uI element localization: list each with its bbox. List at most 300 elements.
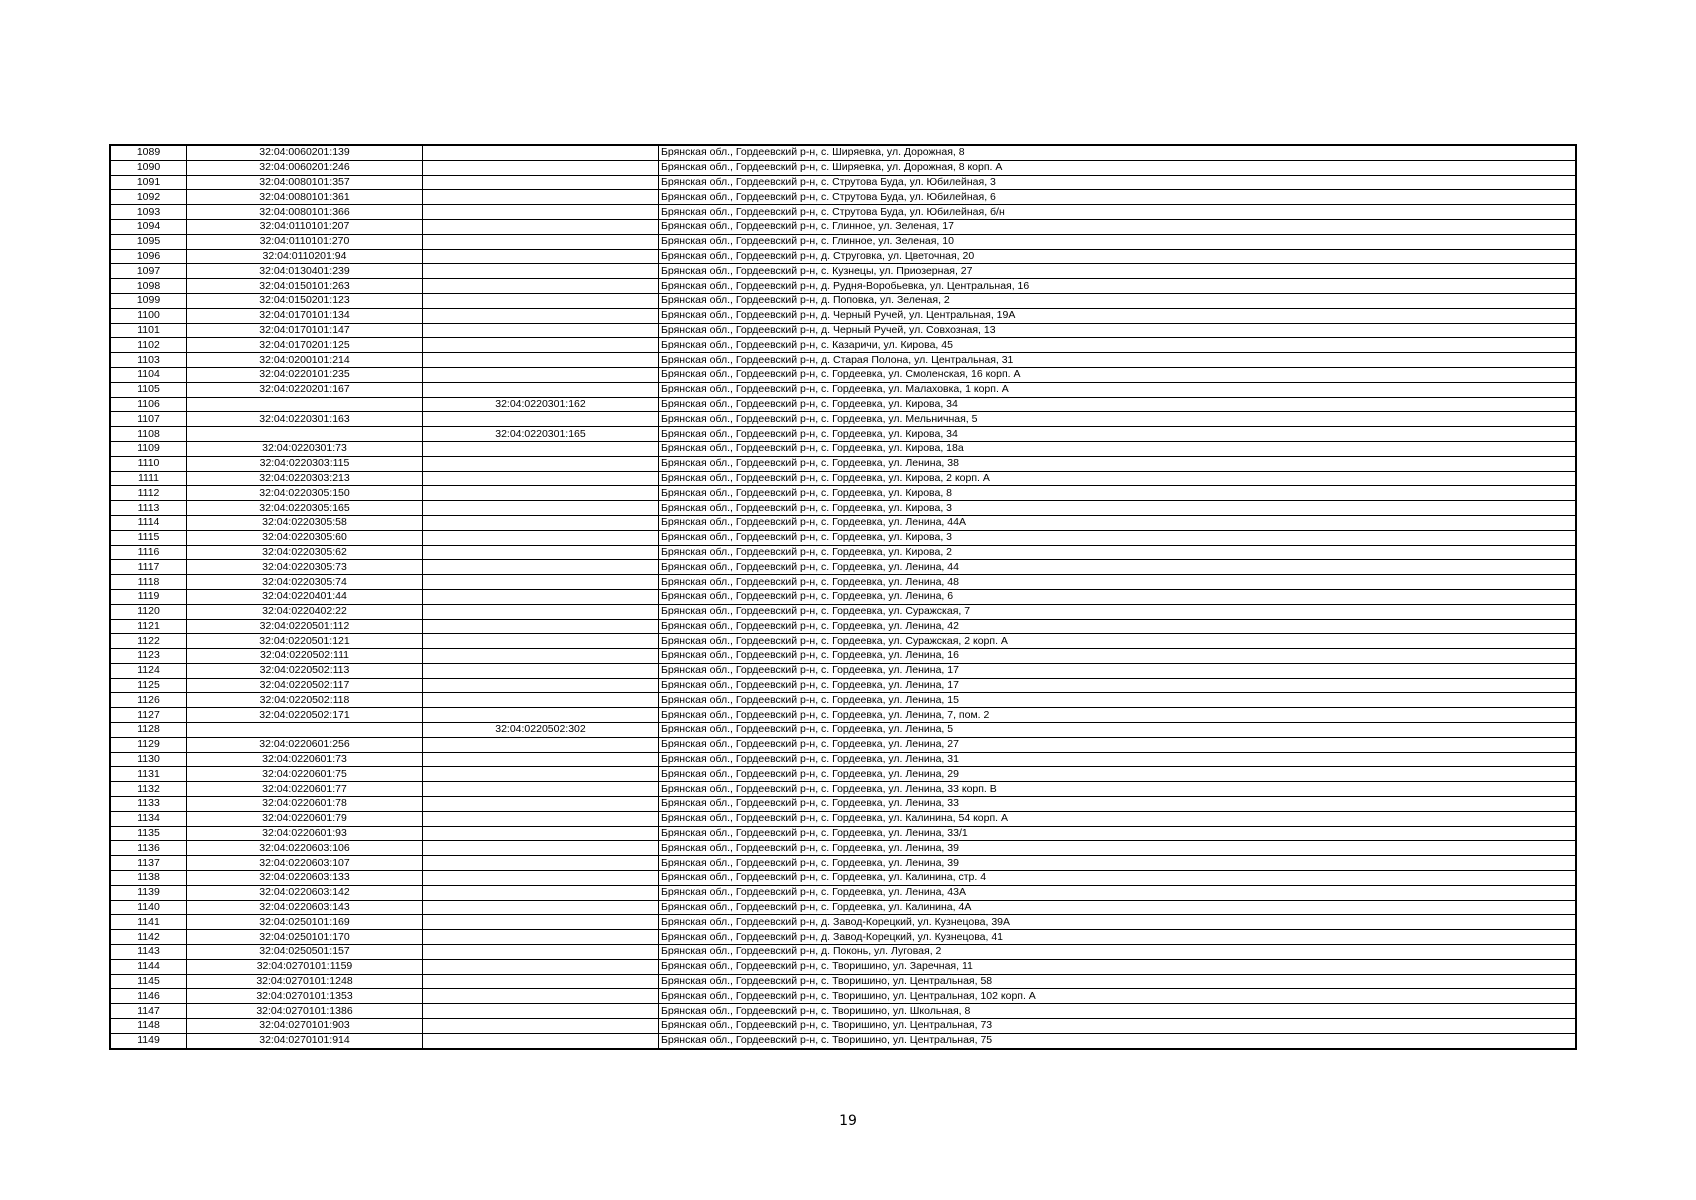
- row-number-cell: 1094: [110, 219, 187, 234]
- address-cell: Брянская обл., Гордеевский р-н, с. Гордеевка, ул. Кирова, 34: [659, 427, 1577, 442]
- cadastral-number-cell: 32:04:0110101:270: [187, 234, 423, 249]
- table-row: [110, 353, 1576, 368]
- table-row: [110, 841, 1576, 856]
- table-row: [110, 264, 1576, 279]
- secondary-cadastral-number-cell: [423, 471, 659, 486]
- row-number-cell: 1121: [110, 619, 187, 634]
- address-cell: Брянская обл., Гордеевский р-н, с. Гордеевка, ул. Ленина, 17: [659, 678, 1577, 693]
- row-number-cell: 1101: [110, 323, 187, 338]
- row-number-cell: 1125: [110, 678, 187, 693]
- row-number-cell: 1142: [110, 930, 187, 945]
- table-row: [110, 649, 1576, 664]
- address-cell: Брянская обл., Гордеевский р-н, д. Черный Ручей, ул. Центральная, 19А: [659, 308, 1577, 323]
- cadastral-number-cell: 32:04:0270101:903: [187, 1019, 423, 1034]
- address-cell: Брянская обл., Гордеевский р-н, с. Гордеевка, ул. Малаховка, 1 корп. А: [659, 382, 1577, 397]
- address-cell: Брянская обл., Гордеевский р-н, с. Гордеевка, ул. Кирова, 8: [659, 486, 1577, 501]
- secondary-cadastral-number-cell: [423, 634, 659, 649]
- table-row: [110, 619, 1576, 634]
- row-number-cell: 1090: [110, 160, 187, 175]
- row-number-cell: 1130: [110, 752, 187, 767]
- secondary-cadastral-number-cell: [423, 945, 659, 960]
- address-cell: Брянская обл., Гордеевский р-н, с. Творишино, ул. Центральная, 58: [659, 974, 1577, 989]
- row-number-cell: 1096: [110, 249, 187, 264]
- secondary-cadastral-number-cell: [423, 575, 659, 590]
- secondary-cadastral-number-cell: [423, 589, 659, 604]
- address-cell: Брянская обл., Гордеевский р-н, с. Гордеевка, ул. Ленина, 44А: [659, 515, 1577, 530]
- secondary-cadastral-number-cell: [423, 663, 659, 678]
- secondary-cadastral-number-cell: [423, 219, 659, 234]
- secondary-cadastral-number-cell: [423, 382, 659, 397]
- table-row: [110, 427, 1576, 442]
- row-number-cell: 1116: [110, 545, 187, 560]
- secondary-cadastral-number-cell: [423, 826, 659, 841]
- table-row: [110, 604, 1576, 619]
- table-row: [110, 279, 1576, 294]
- row-number-cell: 1089: [110, 145, 187, 160]
- row-number-cell: 1120: [110, 604, 187, 619]
- cadastral-number-cell: 32:04:0220305:58: [187, 515, 423, 530]
- secondary-cadastral-number-cell: [423, 1019, 659, 1034]
- row-number-cell: 1148: [110, 1019, 187, 1034]
- cadastral-number-cell: [187, 723, 423, 738]
- cadastral-number-cell: 32:04:0220305:74: [187, 575, 423, 590]
- address-cell: Брянская обл., Гордеевский р-н, с. Гордеевка, ул. Ленина, 7, пом. 2: [659, 708, 1577, 723]
- cadastral-number-cell: 32:04:0220501:112: [187, 619, 423, 634]
- row-number-cell: 1132: [110, 782, 187, 797]
- row-number-cell: 1146: [110, 989, 187, 1004]
- cadastral-number-cell: 32:04:0220301:163: [187, 412, 423, 427]
- table-row: [110, 915, 1576, 930]
- row-number-cell: 1111: [110, 471, 187, 486]
- secondary-cadastral-number-cell: [423, 871, 659, 886]
- row-number-cell: 1097: [110, 264, 187, 279]
- address-cell: Брянская обл., Гордеевский р-н, с. Гордеевка, ул. Ленина, 39: [659, 856, 1577, 871]
- table-row: [110, 234, 1576, 249]
- table-row: [110, 693, 1576, 708]
- cadastral-number-cell: 32:04:0220502:111: [187, 649, 423, 664]
- cadastral-number-cell: 32:04:0220301:73: [187, 441, 423, 456]
- row-number-cell: 1113: [110, 501, 187, 516]
- address-cell: Брянская обл., Гордеевский р-н, с. Творишино, ул. Школьная, 8: [659, 1004, 1577, 1019]
- cadastral-number-cell: 32:04:0080101:357: [187, 175, 423, 190]
- secondary-cadastral-number-cell: [423, 145, 659, 160]
- table-row: [110, 338, 1576, 353]
- cadastral-number-cell: 32:04:0220603:133: [187, 871, 423, 886]
- table-row: [110, 782, 1576, 797]
- secondary-cadastral-number-cell: [423, 797, 659, 812]
- row-number-cell: 1143: [110, 945, 187, 960]
- row-number-cell: 1145: [110, 974, 187, 989]
- address-cell: Брянская обл., Гордеевский р-н, с. Гордеевка, ул. Ленина, 33/1: [659, 826, 1577, 841]
- cadastral-number-cell: 32:04:0220201:167: [187, 382, 423, 397]
- secondary-cadastral-number-cell: [423, 1004, 659, 1019]
- row-number-cell: 1103: [110, 353, 187, 368]
- table-row: [110, 871, 1576, 886]
- cadastral-number-cell: 32:04:0220501:121: [187, 634, 423, 649]
- cadastral-number-cell: 32:04:0220402:22: [187, 604, 423, 619]
- address-cell: Брянская обл., Гордеевский р-н, с. Струтова Буда, ул. Юбилейная, 3: [659, 175, 1577, 190]
- secondary-cadastral-number-cell: [423, 205, 659, 220]
- table-row: [110, 175, 1576, 190]
- cadastral-number-cell: 32:04:0220303:115: [187, 456, 423, 471]
- table-row: [110, 589, 1576, 604]
- table-row: [110, 811, 1576, 826]
- table-row: [110, 545, 1576, 560]
- row-number-cell: 1117: [110, 560, 187, 575]
- cadastral-number-cell: 32:04:0220401:44: [187, 589, 423, 604]
- row-number-cell: 1131: [110, 767, 187, 782]
- row-number-cell: 1139: [110, 885, 187, 900]
- address-cell: Брянская обл., Гордеевский р-н, д. Рудня-Воробьевка, ул. Центральная, 16: [659, 279, 1577, 294]
- address-cell: Брянская обл., Гордеевский р-н, д. Завод-Корецкий, ул. Кузнецова, 39А: [659, 915, 1577, 930]
- row-number-cell: 1098: [110, 279, 187, 294]
- table-row: [110, 723, 1576, 738]
- address-cell: Брянская обл., Гордеевский р-н, с. Гордеевка, ул. Ленина, 6: [659, 589, 1577, 604]
- secondary-cadastral-number-cell: [423, 293, 659, 308]
- secondary-cadastral-number-cell: [423, 160, 659, 175]
- cadastral-number-cell: 32:04:0220603:142: [187, 885, 423, 900]
- table-row: [110, 308, 1576, 323]
- secondary-cadastral-number-cell: [423, 441, 659, 456]
- row-number-cell: 1126: [110, 693, 187, 708]
- row-number-cell: 1136: [110, 841, 187, 856]
- secondary-cadastral-number-cell: [423, 989, 659, 1004]
- table-row: [110, 501, 1576, 516]
- cadastral-number-cell: [187, 427, 423, 442]
- address-cell: Брянская обл., Гордеевский р-н, с. Творишино, ул. Центральная, 102 корп. А: [659, 989, 1577, 1004]
- row-number-cell: 1129: [110, 737, 187, 752]
- address-cell: Брянская обл., Гордеевский р-н, д. Черный Ручей, ул. Совхозная, 13: [659, 323, 1577, 338]
- cadastral-number-cell: 32:04:0080101:366: [187, 205, 423, 220]
- cadastral-number-cell: 32:04:0220601:77: [187, 782, 423, 797]
- row-number-cell: 1144: [110, 959, 187, 974]
- table-row: [110, 663, 1576, 678]
- table-row: [110, 737, 1576, 752]
- secondary-cadastral-number-cell: [423, 338, 659, 353]
- address-cell: Брянская обл., Гордеевский р-н, с. Гордеевка, ул. Ленина, 44: [659, 560, 1577, 575]
- secondary-cadastral-number-cell: 32:04:0220502:302: [423, 723, 659, 738]
- cadastral-number-cell: 32:04:0270101:1159: [187, 959, 423, 974]
- row-number-cell: 1122: [110, 634, 187, 649]
- cadastral-number-cell: 32:04:0170101:134: [187, 308, 423, 323]
- secondary-cadastral-number-cell: [423, 545, 659, 560]
- row-number-cell: 1124: [110, 663, 187, 678]
- table-row: [110, 367, 1576, 382]
- secondary-cadastral-number-cell: [423, 900, 659, 915]
- row-number-cell: 1105: [110, 382, 187, 397]
- table-row: [110, 930, 1576, 945]
- address-cell: Брянская обл., Гордеевский р-н, с. Гордеевка, ул. Ленина, 38: [659, 456, 1577, 471]
- address-cell: Брянская обл., Гордеевский р-н, с. Творишино, ул. Заречная, 11: [659, 959, 1577, 974]
- table-row: [110, 486, 1576, 501]
- cadastral-number-cell: 32:04:0150201:123: [187, 293, 423, 308]
- table-row: [110, 1004, 1576, 1019]
- row-number-cell: 1106: [110, 397, 187, 412]
- table-row: [110, 382, 1576, 397]
- table-row: [110, 945, 1576, 960]
- row-number-cell: 1118: [110, 575, 187, 590]
- table-row: [110, 249, 1576, 264]
- secondary-cadastral-number-cell: 32:04:0220301:162: [423, 397, 659, 412]
- address-cell: Брянская обл., Гордеевский р-н, с. Гордеевка, ул. Кирова, 34: [659, 397, 1577, 412]
- secondary-cadastral-number-cell: [423, 959, 659, 974]
- secondary-cadastral-number-cell: [423, 708, 659, 723]
- cadastral-number-cell: 32:04:0220303:213: [187, 471, 423, 486]
- address-cell: Брянская обл., Гордеевский р-н, с. Гордеевка, ул. Калинина, стр. 4: [659, 871, 1577, 886]
- row-number-cell: 1123: [110, 649, 187, 664]
- cadastral-number-cell: 32:04:0080101:361: [187, 190, 423, 205]
- address-cell: Брянская обл., Гордеевский р-н, с. Гордеевка, ул. Суражская, 7: [659, 604, 1577, 619]
- table-row: [110, 293, 1576, 308]
- row-number-cell: 1100: [110, 308, 187, 323]
- address-cell: Брянская обл., Гордеевский р-н, с. Гордеевка, ул. Калинина, 54 корп. А: [659, 811, 1577, 826]
- cadastral-number-cell: 32:04:0220305:73: [187, 560, 423, 575]
- table-row: [110, 441, 1576, 456]
- address-cell: Брянская обл., Гордеевский р-н, д. Завод-Корецкий, ул. Кузнецова, 41: [659, 930, 1577, 945]
- property-registry-table: [109, 144, 1577, 1050]
- table-row: [110, 678, 1576, 693]
- cadastral-number-cell: 32:04:0220601:256: [187, 737, 423, 752]
- secondary-cadastral-number-cell: [423, 367, 659, 382]
- cadastral-number-cell: 32:04:0110201:94: [187, 249, 423, 264]
- secondary-cadastral-number-cell: [423, 323, 659, 338]
- cadastral-number-cell: 32:04:0220603:143: [187, 900, 423, 915]
- secondary-cadastral-number-cell: [423, 752, 659, 767]
- secondary-cadastral-number-cell: [423, 279, 659, 294]
- secondary-cadastral-number-cell: [423, 693, 659, 708]
- secondary-cadastral-number-cell: [423, 930, 659, 945]
- secondary-cadastral-number-cell: [423, 974, 659, 989]
- cadastral-number-cell: 32:04:0220101:235: [187, 367, 423, 382]
- address-cell: Брянская обл., Гордеевский р-н, с. Гордеевка, ул. Кирова, 3: [659, 501, 1577, 516]
- table-row: [110, 634, 1576, 649]
- cadastral-number-cell: 32:04:0270101:914: [187, 1033, 423, 1048]
- table-row: [110, 708, 1576, 723]
- table-row: [110, 471, 1576, 486]
- row-number-cell: 1140: [110, 900, 187, 915]
- address-cell: Брянская обл., Гордеевский р-н, с. Гордеевка, ул. Калинина, 4А: [659, 900, 1577, 915]
- table-row: [110, 205, 1576, 220]
- secondary-cadastral-number-cell: 32:04:0220301:165: [423, 427, 659, 442]
- secondary-cadastral-number-cell: [423, 678, 659, 693]
- cadastral-number-cell: 32:04:0220601:73: [187, 752, 423, 767]
- address-cell: Брянская обл., Гордеевский р-н, с. Творишино, ул. Центральная, 73: [659, 1019, 1577, 1034]
- address-cell: Брянская обл., Гордеевский р-н, д. Струговка, ул. Цветочная, 20: [659, 249, 1577, 264]
- table-row: [110, 826, 1576, 841]
- cadastral-number-cell: 32:04:0270101:1248: [187, 974, 423, 989]
- secondary-cadastral-number-cell: [423, 619, 659, 634]
- table-row: [110, 752, 1576, 767]
- secondary-cadastral-number-cell: [423, 782, 659, 797]
- table-row: [110, 515, 1576, 530]
- secondary-cadastral-number-cell: [423, 856, 659, 871]
- table-row: [110, 856, 1576, 871]
- row-number-cell: 1107: [110, 412, 187, 427]
- row-number-cell: 1093: [110, 205, 187, 220]
- table-row: [110, 1033, 1576, 1048]
- table-row: [110, 190, 1576, 205]
- cadastral-number-cell: 32:04:0220502:171: [187, 708, 423, 723]
- address-cell: Брянская обл., Гордеевский р-н, с. Творишино, ул. Центральная, 75: [659, 1033, 1577, 1048]
- address-cell: Брянская обл., Гордеевский р-н, с. Гордеевка, ул. Ленина, 43А: [659, 885, 1577, 900]
- table-row: [110, 885, 1576, 900]
- cadastral-number-cell: 32:04:0130401:239: [187, 264, 423, 279]
- secondary-cadastral-number-cell: [423, 1033, 659, 1048]
- row-number-cell: 1095: [110, 234, 187, 249]
- address-cell: Брянская обл., Гордеевский р-н, д. Поконь, ул. Луговая, 2: [659, 945, 1577, 960]
- row-number-cell: 1112: [110, 486, 187, 501]
- page-number: 19: [839, 1113, 857, 1129]
- address-cell: Брянская обл., Гордеевский р-н, с. Гордеевка, ул. Ленина, 48: [659, 575, 1577, 590]
- address-cell: Брянская обл., Гордеевский р-н, с. Струтова Буда, ул. Юбилейная, 6: [659, 190, 1577, 205]
- secondary-cadastral-number-cell: [423, 175, 659, 190]
- row-number-cell: 1137: [110, 856, 187, 871]
- cadastral-number-cell: 32:04:0220305:62: [187, 545, 423, 560]
- secondary-cadastral-number-cell: [423, 515, 659, 530]
- row-number-cell: 1133: [110, 797, 187, 812]
- row-number-cell: 1092: [110, 190, 187, 205]
- row-number-cell: 1108: [110, 427, 187, 442]
- cadastral-number-cell: 32:04:0220502:113: [187, 663, 423, 678]
- address-cell: Брянская обл., Гордеевский р-н, с. Гордеевка, ул. Кирова, 2: [659, 545, 1577, 560]
- secondary-cadastral-number-cell: [423, 530, 659, 545]
- table-row: [110, 575, 1576, 590]
- secondary-cadastral-number-cell: [423, 249, 659, 264]
- row-number-cell: 1127: [110, 708, 187, 723]
- cadastral-number-cell: 32:04:0170201:125: [187, 338, 423, 353]
- secondary-cadastral-number-cell: [423, 353, 659, 368]
- cadastral-number-cell: 32:04:0220601:78: [187, 797, 423, 812]
- table-row: [110, 412, 1576, 427]
- row-number-cell: 1147: [110, 1004, 187, 1019]
- table-row: [110, 974, 1576, 989]
- address-cell: Брянская обл., Гордеевский р-н, с. Кузнецы, ул. Приозерная, 27: [659, 264, 1577, 279]
- address-cell: Брянская обл., Гордеевский р-н, с. Глинное, ул. Зеленая, 17: [659, 219, 1577, 234]
- address-cell: Брянская обл., Гордеевский р-н, с. Гордеевка, ул. Ленина, 39: [659, 841, 1577, 856]
- table-row: [110, 219, 1576, 234]
- cadastral-number-cell: 32:04:0150101:263: [187, 279, 423, 294]
- address-cell: Брянская обл., Гордеевский р-н, с. Гордеевка, ул. Кирова, 2 корп. А: [659, 471, 1577, 486]
- table-row: [110, 397, 1576, 412]
- table-row: [110, 989, 1576, 1004]
- cadastral-number-cell: 32:04:0220601:79: [187, 811, 423, 826]
- secondary-cadastral-number-cell: [423, 456, 659, 471]
- secondary-cadastral-number-cell: [423, 811, 659, 826]
- cadastral-number-cell: 32:04:0110101:207: [187, 219, 423, 234]
- cadastral-number-cell: 32:04:0270101:1386: [187, 1004, 423, 1019]
- cadastral-number-cell: 32:04:0200101:214: [187, 353, 423, 368]
- address-cell: Брянская обл., Гордеевский р-н, с. Гордеевка, ул. Ленина, 17: [659, 663, 1577, 678]
- address-cell: Брянская обл., Гордеевский р-н, с. Гордеевка, ул. Ленина, 31: [659, 752, 1577, 767]
- registry-table-body: [110, 145, 1576, 1049]
- address-cell: Брянская обл., Гордеевский р-н, с. Ширяевка, ул. Дорожная, 8 корп. А: [659, 160, 1577, 175]
- address-cell: Брянская обл., Гордеевский р-н, с. Казаричи, ул. Кирова, 45: [659, 338, 1577, 353]
- secondary-cadastral-number-cell: [423, 190, 659, 205]
- secondary-cadastral-number-cell: [423, 486, 659, 501]
- secondary-cadastral-number-cell: [423, 412, 659, 427]
- address-cell: Брянская обл., Гордеевский р-н, с. Гордеевка, ул. Ленина, 33 корп. В: [659, 782, 1577, 797]
- row-number-cell: 1110: [110, 456, 187, 471]
- cadastral-number-cell: 32:04:0270101:1353: [187, 989, 423, 1004]
- cadastral-number-cell: 32:04:0220502:117: [187, 678, 423, 693]
- cadastral-number-cell: 32:04:0250101:170: [187, 930, 423, 945]
- table-row: [110, 560, 1576, 575]
- cadastral-number-cell: 32:04:0220305:60: [187, 530, 423, 545]
- cadastral-number-cell: 32:04:0220601:75: [187, 767, 423, 782]
- address-cell: Брянская обл., Гордеевский р-н, д. Старая Полона, ул. Центральная, 31: [659, 353, 1577, 368]
- row-number-cell: 1134: [110, 811, 187, 826]
- cadastral-number-cell: 32:04:0250101:169: [187, 915, 423, 930]
- cadastral-number-cell: 32:04:0170101:147: [187, 323, 423, 338]
- row-number-cell: 1114: [110, 515, 187, 530]
- cadastral-number-cell: 32:04:0220305:165: [187, 501, 423, 516]
- table-row: [110, 900, 1576, 915]
- secondary-cadastral-number-cell: [423, 885, 659, 900]
- address-cell: Брянская обл., Гордеевский р-н, с. Гордеевка, ул. Суражская, 2 корп. А: [659, 634, 1577, 649]
- table-row: [110, 456, 1576, 471]
- table-row: [110, 797, 1576, 812]
- cadastral-number-cell: 32:04:0250501:157: [187, 945, 423, 960]
- cadastral-number-cell: 32:04:0220603:107: [187, 856, 423, 871]
- cadastral-number-cell: [187, 397, 423, 412]
- secondary-cadastral-number-cell: [423, 737, 659, 752]
- address-cell: Брянская обл., Гордеевский р-н, с. Струтова Буда, ул. Юбилейная, б/н: [659, 205, 1577, 220]
- address-cell: Брянская обл., Гордеевский р-н, с. Гордеевка, ул. Мельничная, 5: [659, 412, 1577, 427]
- secondary-cadastral-number-cell: [423, 841, 659, 856]
- row-number-cell: 1141: [110, 915, 187, 930]
- cadastral-number-cell: 32:04:0220502:118: [187, 693, 423, 708]
- secondary-cadastral-number-cell: [423, 915, 659, 930]
- secondary-cadastral-number-cell: [423, 767, 659, 782]
- table-row: [110, 1019, 1576, 1034]
- secondary-cadastral-number-cell: [423, 264, 659, 279]
- secondary-cadastral-number-cell: [423, 649, 659, 664]
- table-row: [110, 959, 1576, 974]
- table-row: [110, 530, 1576, 545]
- row-number-cell: 1138: [110, 871, 187, 886]
- row-number-cell: 1102: [110, 338, 187, 353]
- address-cell: Брянская обл., Гордеевский р-н, с. Ширяевка, ул. Дорожная, 8: [659, 145, 1577, 160]
- address-cell: Брянская обл., Гордеевский р-н, с. Гордеевка, ул. Ленина, 15: [659, 693, 1577, 708]
- row-number-cell: 1149: [110, 1033, 187, 1048]
- table-row: [110, 145, 1576, 160]
- table-row: [110, 160, 1576, 175]
- secondary-cadastral-number-cell: [423, 560, 659, 575]
- row-number-cell: 1109: [110, 441, 187, 456]
- row-number-cell: 1099: [110, 293, 187, 308]
- address-cell: Брянская обл., Гордеевский р-н, с. Гордеевка, ул. Ленина, 5: [659, 723, 1577, 738]
- secondary-cadastral-number-cell: [423, 234, 659, 249]
- row-number-cell: 1115: [110, 530, 187, 545]
- cadastral-number-cell: 32:04:0060201:139: [187, 145, 423, 160]
- address-cell: Брянская обл., Гордеевский р-н, с. Гордеевка, ул. Ленина, 16: [659, 649, 1577, 664]
- secondary-cadastral-number-cell: [423, 604, 659, 619]
- address-cell: Брянская обл., Гордеевский р-н, с. Глинное, ул. Зеленая, 10: [659, 234, 1577, 249]
- address-cell: Брянская обл., Гордеевский р-н, с. Гордеевка, ул. Ленина, 29: [659, 767, 1577, 782]
- table-row: [110, 767, 1576, 782]
- table-row: [110, 323, 1576, 338]
- address-cell: Брянская обл., Гордеевский р-н, д. Поповка, ул. Зеленая, 2: [659, 293, 1577, 308]
- row-number-cell: 1135: [110, 826, 187, 841]
- row-number-cell: 1128: [110, 723, 187, 738]
- row-number-cell: 1119: [110, 589, 187, 604]
- cadastral-number-cell: 32:04:0220601:93: [187, 826, 423, 841]
- address-cell: Брянская обл., Гордеевский р-н, с. Гордеевка, ул. Ленина, 33: [659, 797, 1577, 812]
- address-cell: Брянская обл., Гордеевский р-н, с. Гордеевка, ул. Кирова, 3: [659, 530, 1577, 545]
- cadastral-number-cell: 32:04:0220305:150: [187, 486, 423, 501]
- address-cell: Брянская обл., Гордеевский р-н, с. Гордеевка, ул. Ленина, 27: [659, 737, 1577, 752]
- cadastral-number-cell: 32:04:0060201:246: [187, 160, 423, 175]
